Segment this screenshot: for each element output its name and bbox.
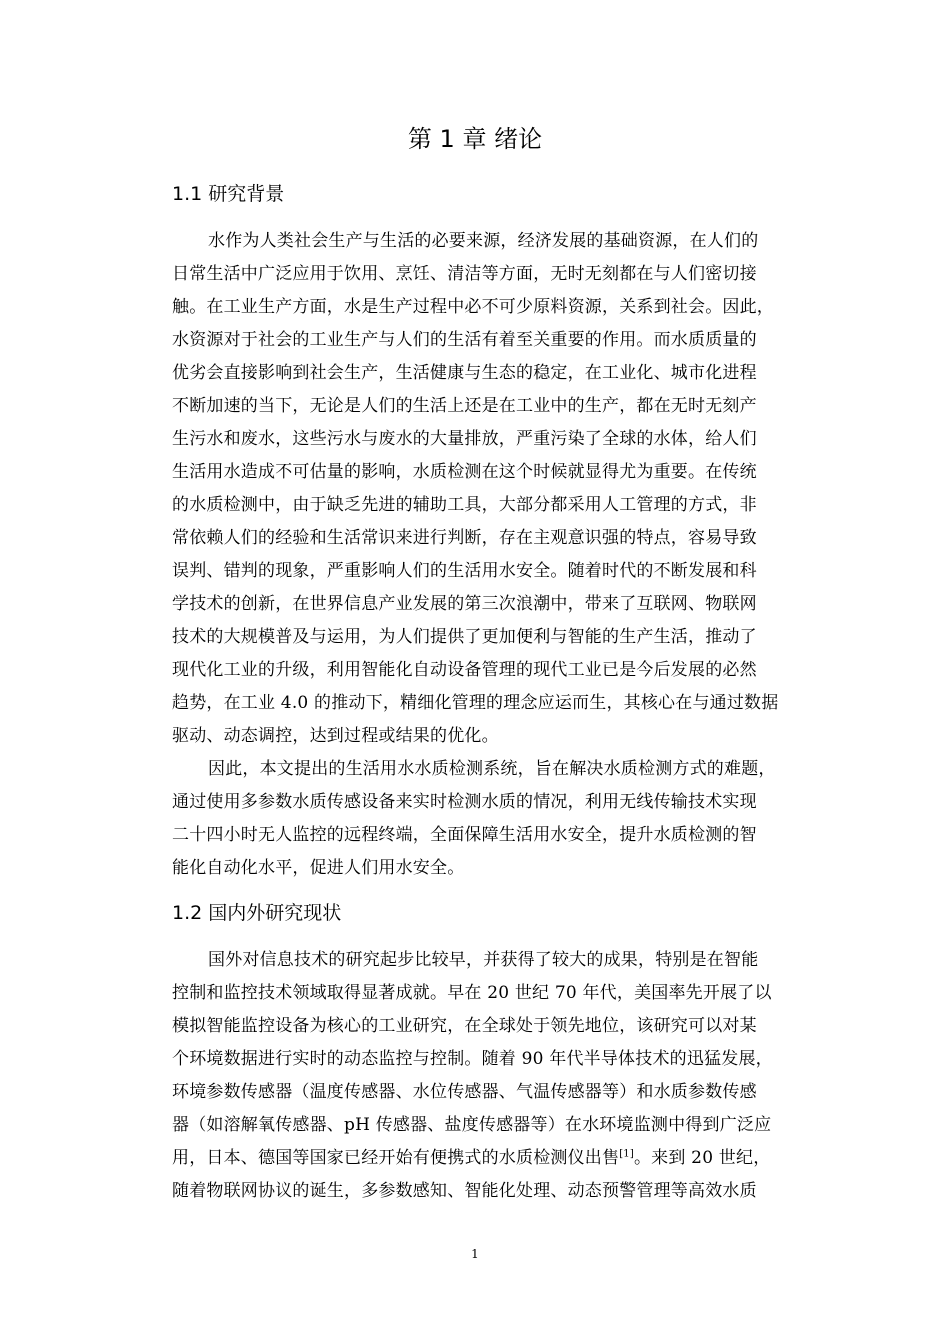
paragraph-line: 生活用水造成不可估量的影响，水质检测在这个时候就显得尤为重要。在传统 bbox=[172, 462, 757, 482]
paragraph-line: 国外对信息技术的研究起步比较早，并获得了较大的成果，特别是在智能 bbox=[208, 950, 759, 970]
paragraph-line: 水资源对于社会的工业生产与人们的生活有着至关重要的作用。而水质质量的 bbox=[172, 330, 757, 350]
paragraph-line: 器（如溶解氧传感器、pH 传感器、盐度传感器等）在水环境监测中得到广泛应 bbox=[172, 1115, 772, 1135]
paragraph-line-with-citation bbox=[172, 1147, 844, 1169]
paragraph-line: 日常生活中广泛应用于饮用、烹饪、清洁等方面，无时无刻都在与人们密切接 bbox=[172, 264, 757, 284]
paragraph-line: 控制和监控技术领域取得显著成就。早在 20 世纪 70 年代，美国率先开展了以 bbox=[172, 983, 772, 1003]
paragraph-line: 趋势，在工业 4.0 的推动下，精细化管理的理念应运而生，其核心在与通过数据 bbox=[172, 693, 779, 713]
paragraph-line: 驱动、动态调控，达到过程或结果的优化。 bbox=[172, 726, 499, 746]
paragraph-text: 。来到 20 世纪， bbox=[633, 1148, 771, 1168]
paragraph-line: 触。在工业生产方面，水是生产过程中必不可少原料资源，关系到社会。因此， bbox=[172, 297, 774, 317]
paragraph-line: 通过使用多参数水质传感设备来实时检测水质的情况，利用无线传输技术实现 bbox=[172, 792, 757, 812]
section-heading-1-1: 1.1 研究背景 bbox=[172, 183, 285, 205]
paragraph-line: 随着物联网协议的诞生，多参数感知、智能化处理、动态预警管理等高效水质 bbox=[172, 1181, 757, 1201]
paragraph-line: 常依赖人们的经验和生活常识来进行判断，存在主观意识强的特点，容易导致 bbox=[172, 528, 757, 548]
paragraph-line: 技术的大规模普及与运用，为人们提供了更加便利与智能的生产生活，推动了 bbox=[172, 627, 757, 647]
page-number: 1 bbox=[471, 1247, 479, 1261]
paragraph-line: 二十四小时无人监控的远程终端，全面保障生活用水安全，提升水质检测的智 bbox=[172, 825, 757, 845]
paragraph-line: 水作为人类社会生产与生活的必要来源，经济发展的基础资源，在人们的 bbox=[208, 231, 759, 251]
paragraph-line: 现代化工业的升级，利用智能化自动设备管理的现代工业已是今后发展的必然 bbox=[172, 660, 757, 680]
paragraph-line: 环境参数传感器（温度传感器、水位传感器、气温传感器等）和水质参数传感 bbox=[172, 1082, 757, 1102]
paragraph-line: 模拟智能监控设备为核心的工业研究，在全球处于领先地位，该研究可以对某 bbox=[172, 1016, 757, 1036]
chapter-title: 第 1 章 绪论 bbox=[407, 125, 543, 153]
paragraph-line: 优劣会直接影响到社会生产，生活健康与生态的稳定，在工业化、城市化进程 bbox=[172, 363, 757, 383]
paragraph-line: 学技术的创新，在世界信息产业发展的第三次浪潮中，带来了互联网、物联网 bbox=[172, 594, 757, 614]
paragraph-line: 生污水和废水，这些污水与废水的大量排放，严重污染了全球的水体，给人们 bbox=[172, 429, 757, 449]
paragraph-line: 误判、错判的现象，严重影响人们的生活用水安全。随着时代的不断发展和科 bbox=[172, 561, 757, 581]
section-heading-1-2: 1.2 国内外研究现状 bbox=[172, 902, 342, 924]
paragraph-line: 的水质检测中，由于缺乏先进的辅助工具，大部分都采用人工管理的方式，非 bbox=[172, 495, 757, 515]
paragraph-text: 用，日本、德国等国家已经开始有便携式的水质检测仪出售 bbox=[172, 1148, 620, 1168]
paragraph-line: 不断加速的当下，无论是人们的生活上还是在工业中的生产，都在无时无刻产 bbox=[172, 396, 757, 416]
paragraph-line: 个环境数据进行实时的动态监控与控制。随着 90 年代半导体技术的迅猛发展， bbox=[172, 1049, 773, 1069]
citation-reference[interactable]: [1] bbox=[619, 1148, 634, 1160]
paragraph-line: 因此，本文提出的生活用水水质检测系统，旨在解决水质检测方式的难题， bbox=[208, 759, 776, 779]
paragraph-line: 能化自动化水平，促进人们用水安全。 bbox=[172, 858, 465, 878]
